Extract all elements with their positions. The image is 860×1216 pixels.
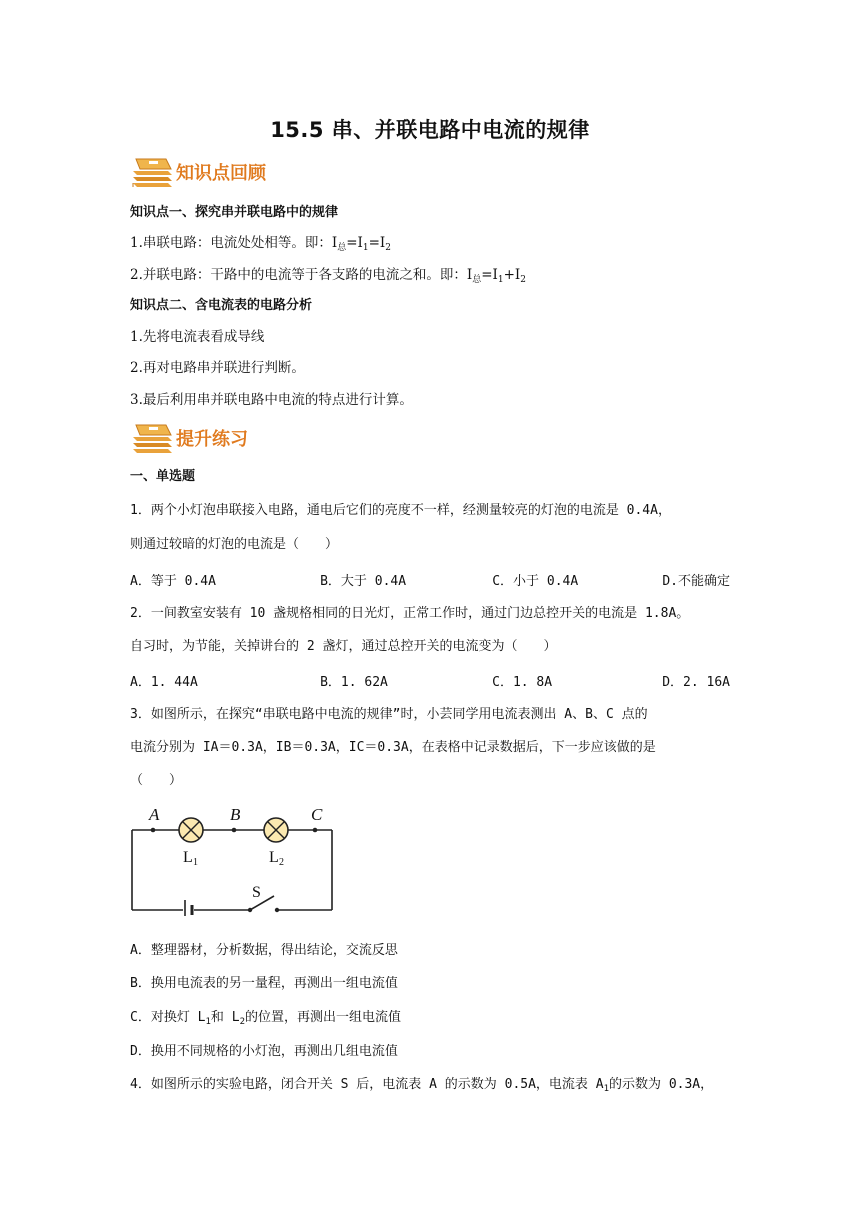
option-d[interactable]: D.不能确定 bbox=[662, 574, 730, 589]
analysis-step-3: 3.最后利用串并联电路中电流的特点进行计算。 bbox=[130, 392, 413, 408]
label-c: C bbox=[311, 806, 323, 824]
label-a: A bbox=[149, 806, 160, 824]
review-heading: 知识点回顾 bbox=[176, 163, 266, 184]
node-a bbox=[151, 828, 156, 833]
series-rule-eq: =I bbox=[346, 235, 363, 251]
practice-heading: 提升练习 bbox=[176, 429, 248, 450]
switch-contact bbox=[248, 908, 252, 912]
subscript-2: 2 bbox=[385, 243, 392, 253]
subscript-1: 1 bbox=[497, 275, 504, 285]
label-switch: S bbox=[252, 884, 261, 901]
option-c[interactable]: C．小于 0.4A bbox=[492, 574, 579, 589]
question-2-line-1: 2．一间教室安装有 10 盏规格相同的日光灯，正常工作时，通过门边总控开关的电流是 1.8A。 bbox=[130, 606, 690, 621]
question-3-option-d[interactable]: D．换用不同规格的小灯泡，再测出几组电流值 bbox=[130, 1044, 398, 1059]
parallel-rule bbox=[130, 265, 526, 290]
review-section-header bbox=[130, 152, 266, 192]
parallel-rule-eq: =I bbox=[481, 267, 498, 283]
label-l2-sub: 2 bbox=[279, 857, 284, 868]
option-c-end: 的位置，再测出一组电流值 bbox=[244, 1010, 401, 1025]
label-l2: L bbox=[269, 849, 279, 866]
question-3-line-3: （ ） bbox=[130, 773, 183, 788]
book-stack-icon bbox=[130, 419, 174, 457]
page-title: 15.5 串、并联电路中电流的规律 bbox=[270, 118, 590, 142]
subscript-1: 1 bbox=[603, 1084, 609, 1094]
book-stack-icon bbox=[130, 153, 174, 191]
question-3-option-a[interactable]: A．整理器材，分析数据，得出结论，交流反思 bbox=[130, 943, 398, 958]
question-3-option-b[interactable]: B．换用电流表的另一量程，再测出一组电流值 bbox=[130, 976, 398, 991]
label-l1: L bbox=[183, 849, 193, 866]
question-3-line-2: 电流分别为 IA＝0.3A，IB＝0.3A，IC＝0.3A，在表格中记录数据后，下一步应该做的是 bbox=[130, 740, 656, 755]
lamp-l1-icon bbox=[179, 818, 203, 842]
label-b: B bbox=[230, 806, 241, 824]
question-1-line-2: 则通过较暗的灯泡的电流是（ ） bbox=[130, 537, 339, 552]
analysis-step-2: 2.再对电路串并联进行判断。 bbox=[130, 360, 305, 376]
option-a[interactable]: A．1. 44A bbox=[130, 675, 198, 690]
knowledge-point-1-title: 知识点一、探究串并联电路中的规律 bbox=[130, 205, 339, 220]
node-b bbox=[232, 828, 237, 833]
question-4-text: 4．如图所示的实验电路，闭合开关 S 后，电流表 A 的示数为 0.5A，电流表 A bbox=[130, 1077, 604, 1092]
practice-section-header bbox=[130, 418, 248, 458]
option-b[interactable]: B．1. 62A bbox=[320, 675, 388, 690]
series-circuit-diagram bbox=[128, 806, 338, 916]
question-1-line-1: 1．两个小灯泡串联接入电路，通电后它们的亮度不一样，经测量较亮的灯泡的电流是 0.4A， bbox=[130, 503, 671, 518]
question-3-line-1: 3．如图所示，在探究“串联电路中电流的规律”时，小芸同学用电流表测出 A、B、C 点的 bbox=[130, 707, 648, 722]
option-c-text: C．对换灯 L bbox=[130, 1010, 206, 1025]
question-4-line-1 bbox=[130, 1075, 713, 1099]
option-d[interactable]: D．2. 16A bbox=[662, 675, 730, 690]
series-rule-eq2: =I bbox=[368, 235, 386, 251]
series-rule bbox=[130, 233, 391, 258]
option-b[interactable]: B．大于 0.4A bbox=[320, 574, 407, 589]
subscript-1: 1 bbox=[205, 1017, 211, 1027]
analysis-step-1: 1.先将电流表看成导线 bbox=[130, 329, 265, 345]
section-single-choice: 一、单选题 bbox=[130, 469, 196, 484]
lamp-l2-icon bbox=[264, 818, 288, 842]
parallel-rule-text: 2.并联电路：干路中的电流等于各支路的电流之和。即：I bbox=[130, 267, 473, 283]
question-3-option-c[interactable] bbox=[130, 1008, 401, 1032]
subscript-total: 总 bbox=[472, 275, 482, 285]
subscript-2: 2 bbox=[520, 275, 527, 285]
question-2-options bbox=[130, 671, 730, 690]
subscript-2: 2 bbox=[239, 1017, 245, 1027]
option-c[interactable]: C．1. 8A bbox=[492, 675, 553, 690]
series-rule-text: 1.串联电路：电流处处相等。即：I bbox=[130, 235, 338, 251]
question-2-line-2: 自习时，为节能，关掉讲台的 2 盏灯，通过总控开关的电流变为（ ） bbox=[130, 639, 557, 654]
switch-contact bbox=[275, 908, 279, 912]
question-1-options bbox=[130, 570, 730, 589]
parallel-rule-plus: +I bbox=[503, 267, 521, 283]
subscript-1: 1 bbox=[362, 243, 369, 253]
knowledge-point-2-title: 知识点二、含电流表的电路分析 bbox=[130, 298, 313, 313]
label-l1-sub: 1 bbox=[193, 857, 198, 868]
subscript-total: 总 bbox=[337, 243, 347, 253]
option-c-mid: 和 L bbox=[210, 1010, 240, 1025]
option-a[interactable]: A．等于 0.4A bbox=[130, 574, 216, 589]
node-c bbox=[313, 828, 318, 833]
question-4-text-end: 的示数为 0.3A， bbox=[609, 1077, 714, 1092]
